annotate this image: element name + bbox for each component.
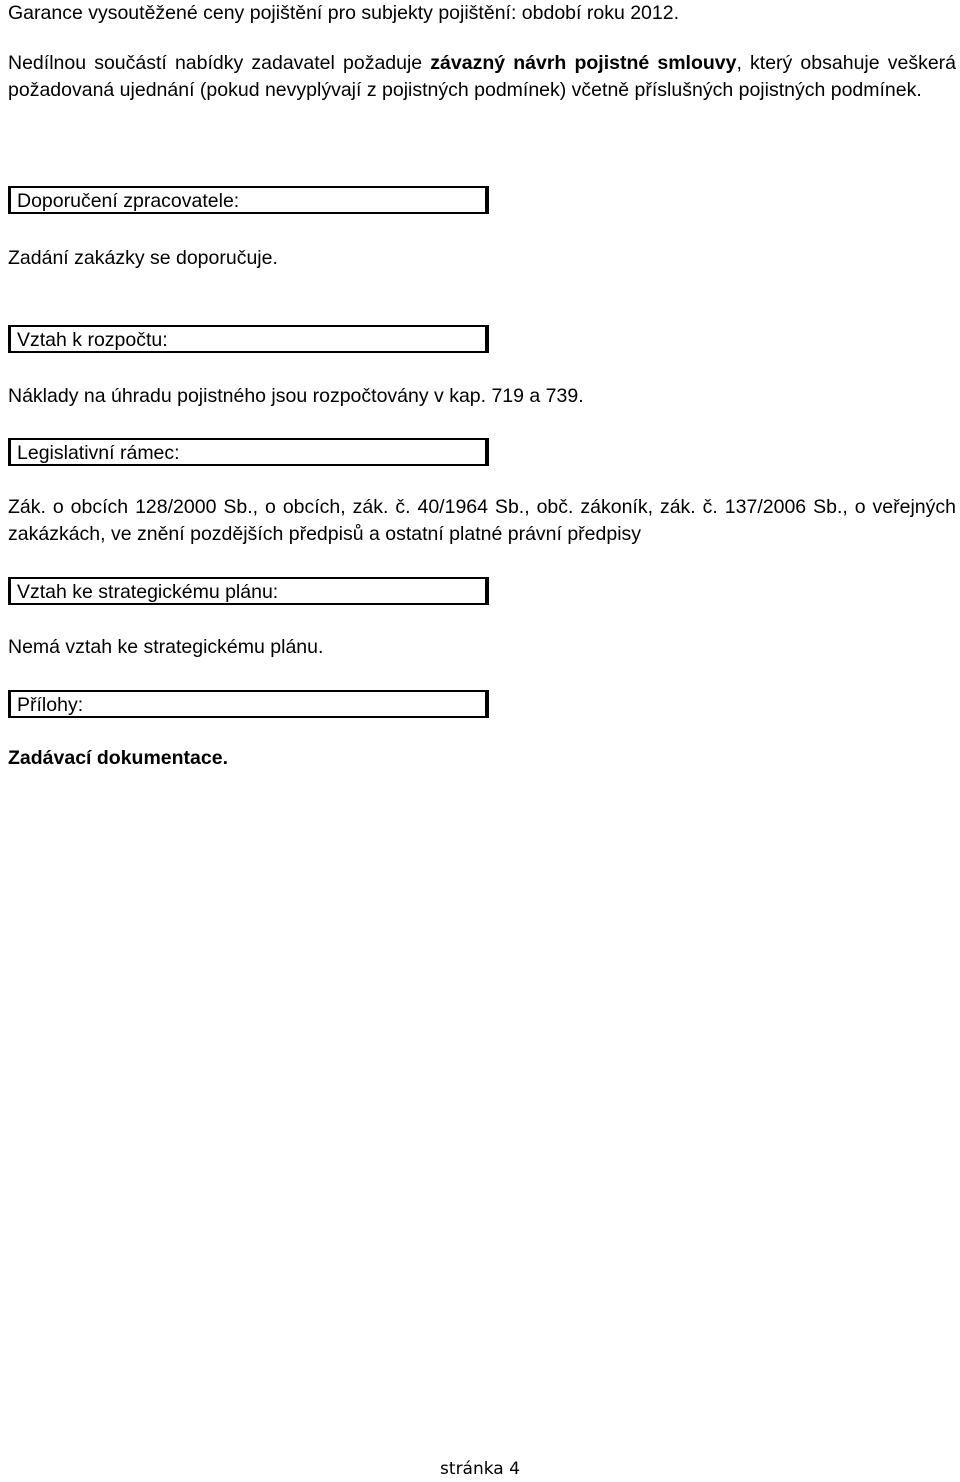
legislation-text: Zák. o obcích 128/2000 Sb., o obcích, zák. č. 40/1964 Sb., obč. zákoník, zák. č. 137/2006 Sb., o veřejných zakázkách, ve znění pozdějších předpisů a ostatní platné právní předpisy [8,496,956,545]
strategy-heading: Vztah ke strategickému plánu: [17,581,279,603]
guarantee-line: Garance vysoutěžené ceny pojištění pro subjekty pojištění: období roku 2012. [8,2,679,24]
recommendation-heading: Doporučení zpracovatele: [17,190,240,212]
recommendation-text: Zadání zakázky se doporučuje. [8,247,278,269]
strategy-heading-box [8,577,489,605]
legislation-heading: Legislativní rámec: [17,442,180,464]
strategy-text: Nemá vztah ke strategickému plánu. [8,636,324,658]
budget-heading: Vztah k rozpočtu: [17,329,168,351]
budget-heading-box [8,325,489,353]
legislation-heading-box [8,438,489,466]
attachments-heading-box [8,690,489,718]
budget-text: Náklady na úhradu pojistného jsou rozpočtovány v kap. 719 a 739. [8,385,584,407]
requirement-text-end: , který obsahuje veškerá požadovaná ujednání (pokud nevyplývají z pojistných podmínek) včetně příslušných pojistných podmínek. [8,52,957,101]
attachments-heading: Přílohy: [17,694,84,716]
page-number: stránka 4 [440,1459,520,1479]
recommendation-heading-box [8,186,489,214]
requirement-paragraph [8,50,956,103]
requirement-bold-text: závazný návrh pojistné smlouvy [430,52,737,74]
attachments-text: Zadávací dokumentace. [8,747,229,769]
requirement-text-start: Nedílnou součástí nabídky zadavatel požaduje [8,52,431,74]
